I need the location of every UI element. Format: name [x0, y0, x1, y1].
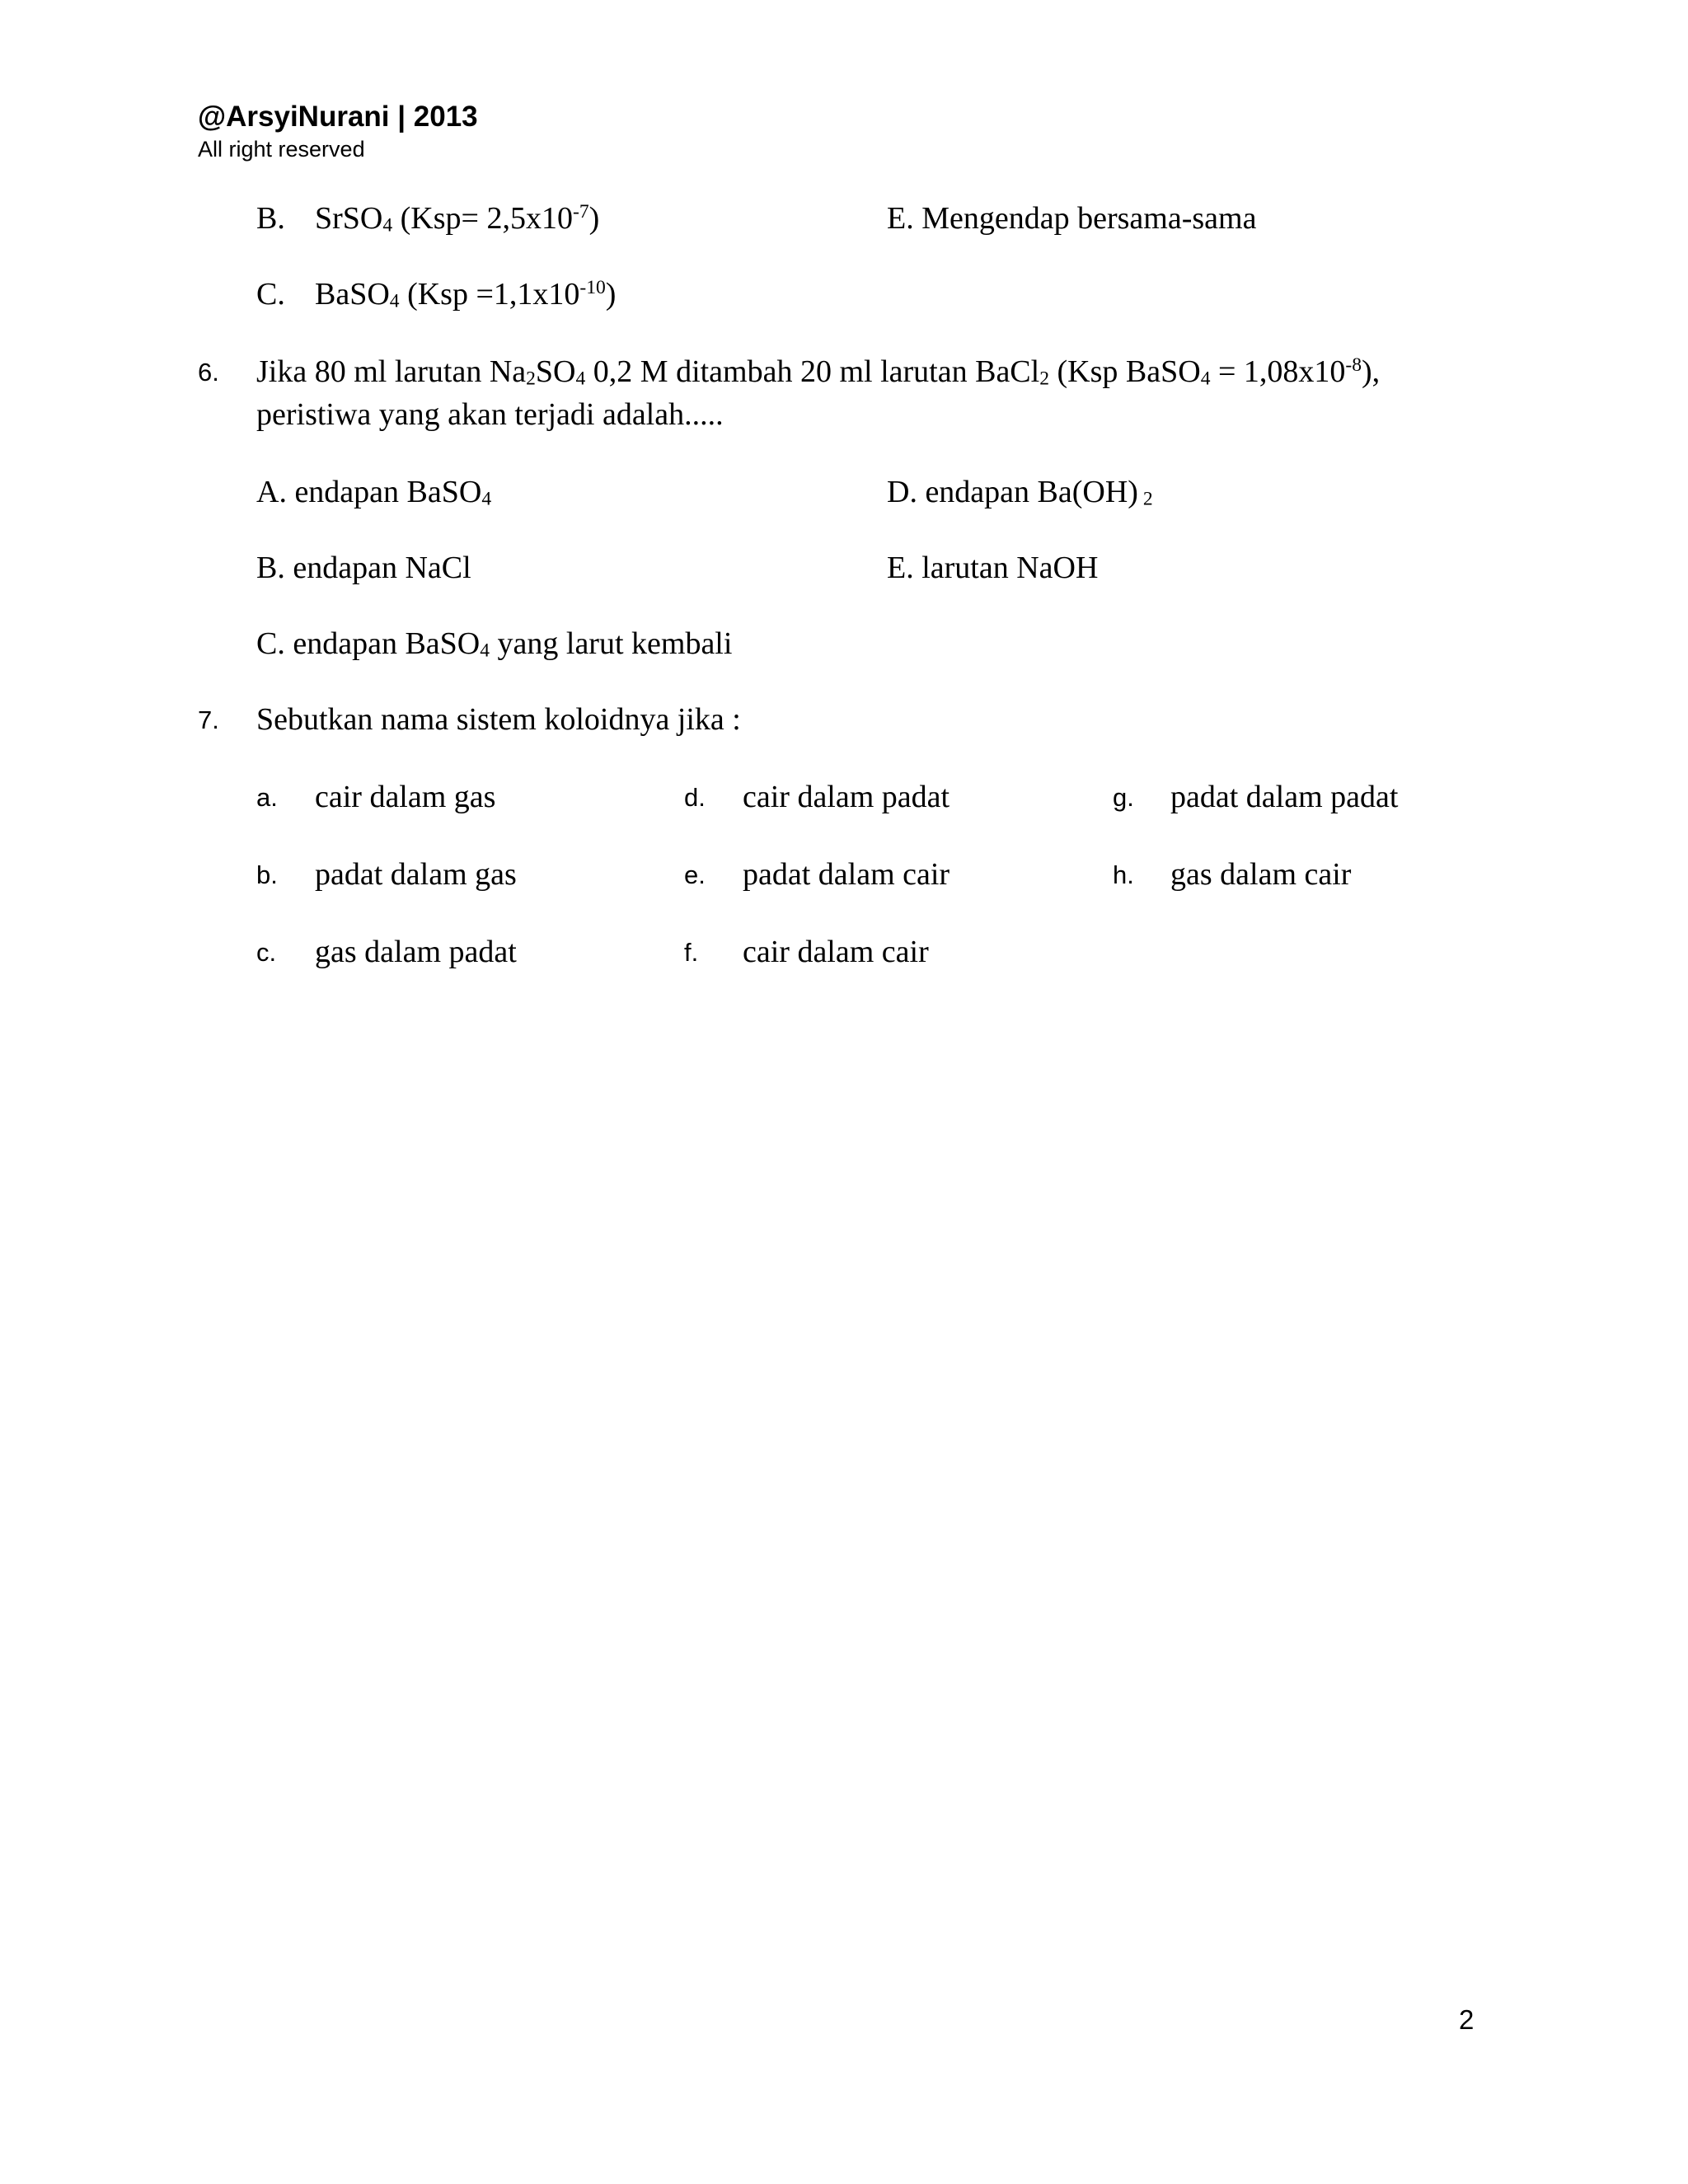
q6-number: 6.: [198, 358, 219, 387]
q6-option-e: E. larutan NaOH: [887, 551, 1099, 585]
q7-number: 7.: [198, 705, 219, 734]
q7-item-letter: d.: [684, 783, 706, 812]
q7-item-letter: b.: [256, 860, 278, 889]
header-title: @ArsyiNurani | 2013: [198, 101, 478, 133]
q7-item-text: gas dalam cair: [1170, 857, 1352, 892]
q5-option-c: BaSO$_4$ $(Ksp =1,1x10^{-10})$: [315, 277, 617, 312]
q7-item-text: gas dalam padat: [315, 935, 517, 969]
q7-item-text: padat dalam padat: [1170, 780, 1399, 814]
q7-item-text: cair dalam gas: [315, 780, 496, 814]
q7-item-letter: f.: [684, 938, 699, 967]
q6-option-b: B. endapan NaCl: [256, 551, 471, 585]
page-number: 2: [1459, 2004, 1475, 2035]
q5-option-b: SrSO$_4$ $(Ksp= 2,5x10^{-7})$: [315, 201, 600, 237]
q7-item-letter: a.: [256, 783, 278, 812]
q7-item-text: padat dalam gas: [315, 857, 517, 892]
header-subtitle: All right reserved: [198, 137, 365, 162]
q7-item-text: padat dalam cair: [743, 857, 950, 892]
q7-question: Sebutkan nama sistem koloidnya jika :: [256, 702, 741, 737]
q7-item-letter: g.: [1113, 783, 1134, 812]
q6-option-a: A. endapan BaSO$_4$: [256, 475, 492, 510]
q6-option-c: C. endapan BaSO$_4$ yang larut kembali: [256, 626, 733, 662]
q6-question-line2: peristiwa yang akan terjadi adalah.....: [256, 397, 724, 432]
q6-option-d: D. endapan Ba(OH) $_2$: [887, 475, 1153, 510]
q7-item-text: cair dalam padat: [743, 780, 950, 814]
q5-option-b-letter: B.: [256, 201, 285, 236]
q7-item-letter: e.: [684, 860, 706, 889]
q7-item-text: cair dalam cair: [743, 935, 929, 969]
q5-option-c-letter: C.: [256, 277, 285, 312]
q6-question-line1: Jika 80 ml larutan $Na_2SO_4$ 0,2 M ditambah 20 ml larutan BaCl$_2$ (Ksp BaSO$_4$ = $1,08x10^{-8}$),: [256, 354, 1381, 390]
q7-item-letter: c.: [256, 938, 277, 967]
q5-option-e: E. Mengendap bersama-sama: [887, 201, 1257, 236]
q7-item-letter: h.: [1113, 860, 1134, 889]
